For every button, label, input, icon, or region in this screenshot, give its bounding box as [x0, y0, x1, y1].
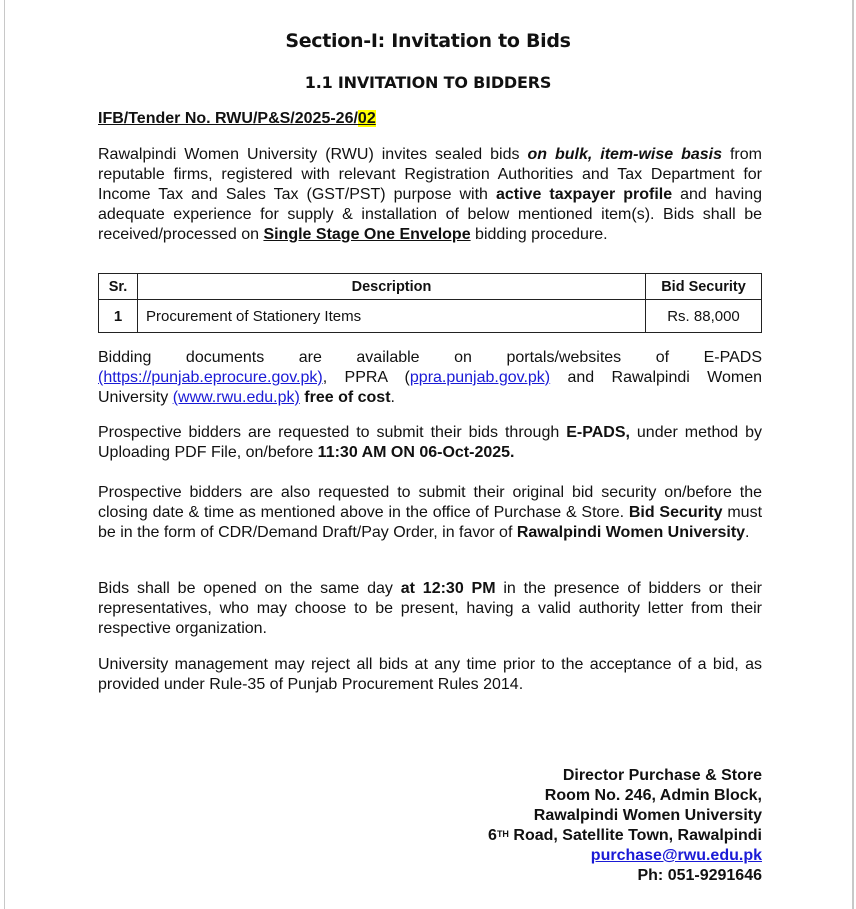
subtitle: 1.1 INVITATION TO BIDDERS [304, 73, 552, 92]
documents-text: . [390, 389, 395, 406]
rwu-link[interactable]: (www.rwu.edu.pk) [172, 389, 300, 406]
table-row [99, 300, 762, 333]
page-left-edge [4, 0, 5, 909]
cell-description: Procurement of Stationery Items [138, 300, 646, 333]
submission-bold: E-PADS, [566, 424, 630, 441]
security-text: . [745, 524, 750, 541]
address-rest: Road, Satellite Town, Rawalpindi [508, 827, 762, 844]
submission-text: under method by Uploading PDF File, on/before [98, 424, 763, 461]
documents-text: , PPRA ( [322, 369, 410, 386]
address-suffix: TH [496, 829, 509, 839]
intro-paragraph [98, 145, 762, 245]
tender-number-prefix: IFB/Tender No. RWU/P&S/2025-26/ [98, 110, 358, 127]
signature-university: Rawalpindi Women University [533, 807, 762, 824]
table-header-row [99, 274, 762, 300]
cell-sr: 1 [99, 300, 138, 333]
header-description: Description [138, 274, 646, 300]
documents-text: Bidding documents are available on portals/websites of E-PADS [98, 349, 762, 366]
cell-bid-security: Rs. 88,000 [646, 300, 762, 333]
opening-text: in the presence of bidders or their representatives, who may choose to be present, having a valid authority letter from their respective organization. [98, 580, 762, 637]
rejection-paragraph: University management may reject all bids at any time prior to the acceptance of a bid, as provided under Rule-35 of Punjab Procurement Rules 2014. [98, 656, 762, 693]
intro-text: from reputable firms, registered with relevant Registration Authorities and Tax Department for Income Tax and Sales Tax (GST/PST) purpose with [98, 146, 762, 203]
opening-text: Bids shall be opened on the same day [98, 580, 401, 597]
ppra-link[interactable]: ppra.punjab.gov.pk) [409, 369, 551, 386]
opening-paragraph [98, 579, 762, 639]
tender-number-highlight: 02 [357, 110, 376, 127]
signature-address [488, 826, 762, 846]
header-bid-security: Bid Security [646, 274, 762, 300]
intro-emphasis: on bulk, item-wise basis [527, 146, 723, 163]
opening-time: at 12:30 PM [400, 580, 496, 597]
tender-number [98, 110, 376, 128]
header-sr: Sr. [99, 274, 138, 300]
items-table [98, 273, 762, 333]
section-title: Section-I: Invitation to Bids [285, 30, 571, 52]
page-right-edge [852, 0, 854, 909]
intro-text: bidding procedure. [470, 226, 608, 243]
security-text: must be in the form of CDR/Demand Draft/Pay Order, in favor of [98, 504, 763, 541]
security-bold: Rawalpindi Women University [516, 524, 746, 541]
intro-text: Rawalpindi Women University (RWU) invites sealed bids [98, 146, 528, 163]
security-text: Prospective bidders are also requested to submit their original bid security on/before the closing date & time as mentioned above in the office of Purchase & Store. [98, 484, 762, 521]
submission-deadline: 11:30 AM ON 06-Oct-2025. [317, 444, 515, 461]
intro-underline: Single Stage One Envelope [263, 226, 471, 243]
submission-text: Prospective bidders are requested to submit their bids through [98, 424, 567, 441]
signature-block [488, 766, 762, 886]
documents-bold: free of cost [299, 389, 391, 406]
intro-bold: active taxpayer profile [495, 186, 673, 203]
signature-phone: Ph: 051-9291646 [637, 867, 762, 884]
address-number: 6 [488, 827, 497, 844]
submission-paragraph [98, 423, 762, 463]
documents-paragraph [98, 348, 762, 408]
security-paragraph [98, 483, 762, 543]
signature-room: Room No. 246, Admin Block, [544, 787, 762, 804]
signature-title: Director Purchase & Store [562, 767, 762, 784]
documents-text: and Rawalpindi Women University [98, 369, 762, 406]
intro-text: and having adequate experience for supply & installation of below mentioned item(s). Bids shall be received/processed on [98, 186, 762, 243]
epads-link[interactable]: (https://punjab.eprocure.gov.pk) [98, 369, 323, 386]
email-link[interactable]: purchase@rwu.edu.pk [590, 847, 762, 864]
security-bold: Bid Security [628, 504, 723, 521]
